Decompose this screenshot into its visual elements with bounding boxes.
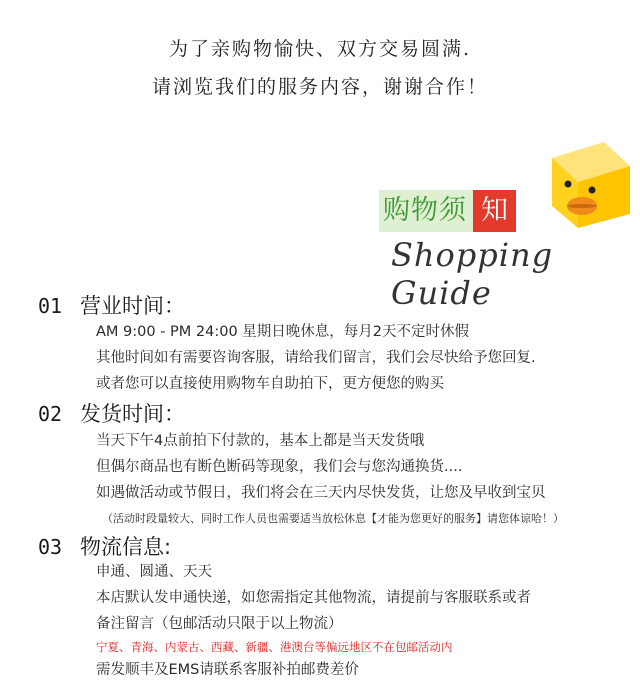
intro-line-1: 为了亲购物愉快、双方交易圆满. [168, 38, 472, 60]
section-title: 发货时间： [80, 402, 185, 426]
section-line: AM 9:00 - PM 24:00 星期日晚休息，每月2天不定时休假 [96, 324, 470, 340]
section-line: 申通、圆通、天天 [96, 564, 212, 580]
section-heading-logistics [38, 531, 171, 561]
intro-line-2: 请浏览我们的服务内容，谢谢合作！ [151, 76, 488, 98]
section-heading-business-hours [38, 290, 185, 320]
section-number: 03 [38, 535, 63, 559]
section-line: 其他时间如有需要咨询客服，请给我们留言，我们会尽快给予您回复. [96, 350, 536, 366]
title-green-part: 购物须 [379, 190, 473, 232]
duck-mascot-icon [542, 136, 638, 232]
section-number: 01 [38, 294, 63, 318]
title-red-part: 知 [473, 190, 516, 232]
section-line: 如遇做活动或节假日，我们将会在三天内尽快发货，让您及早收到宝贝 [96, 485, 546, 501]
section-heading-shipping-time [38, 398, 185, 428]
section-line: 本店默认发申通快递，如您需指定其他物流，请提前与客服联系或者 [96, 590, 531, 606]
section-line: 备注留言（包邮活动只限于以上物流） [96, 616, 343, 632]
section-title: 物流信息: [80, 535, 172, 559]
section-line: 需发顺丰及EMS请联系客服补拍邮费差价 [96, 662, 359, 678]
section-line: 但偶尔商品也有断色断码等现象，我们会与您沟通换货.... [96, 459, 463, 475]
shopping-guide-subtitle: Shopping Guide [391, 236, 554, 312]
shopping-guide-title [379, 190, 516, 232]
section-line: 当天下午4点前拍下付款的，基本上都是当天发货哦 [96, 433, 425, 449]
section-note: （活动时段量较大、同时工作人员也需要适当放松休息【才能为您更好的服务】请您体谅哈！） [102, 512, 564, 525]
remote-area-warning: 宁夏、青海、内蒙古、西藏、新疆、港澳台等偏远地区不在包邮活动内 [96, 640, 453, 654]
section-line: 或者您可以直接使用购物车自助拍下，更方便您的购买 [96, 376, 444, 392]
section-number: 02 [38, 402, 63, 426]
section-title: 营业时间： [80, 294, 185, 318]
